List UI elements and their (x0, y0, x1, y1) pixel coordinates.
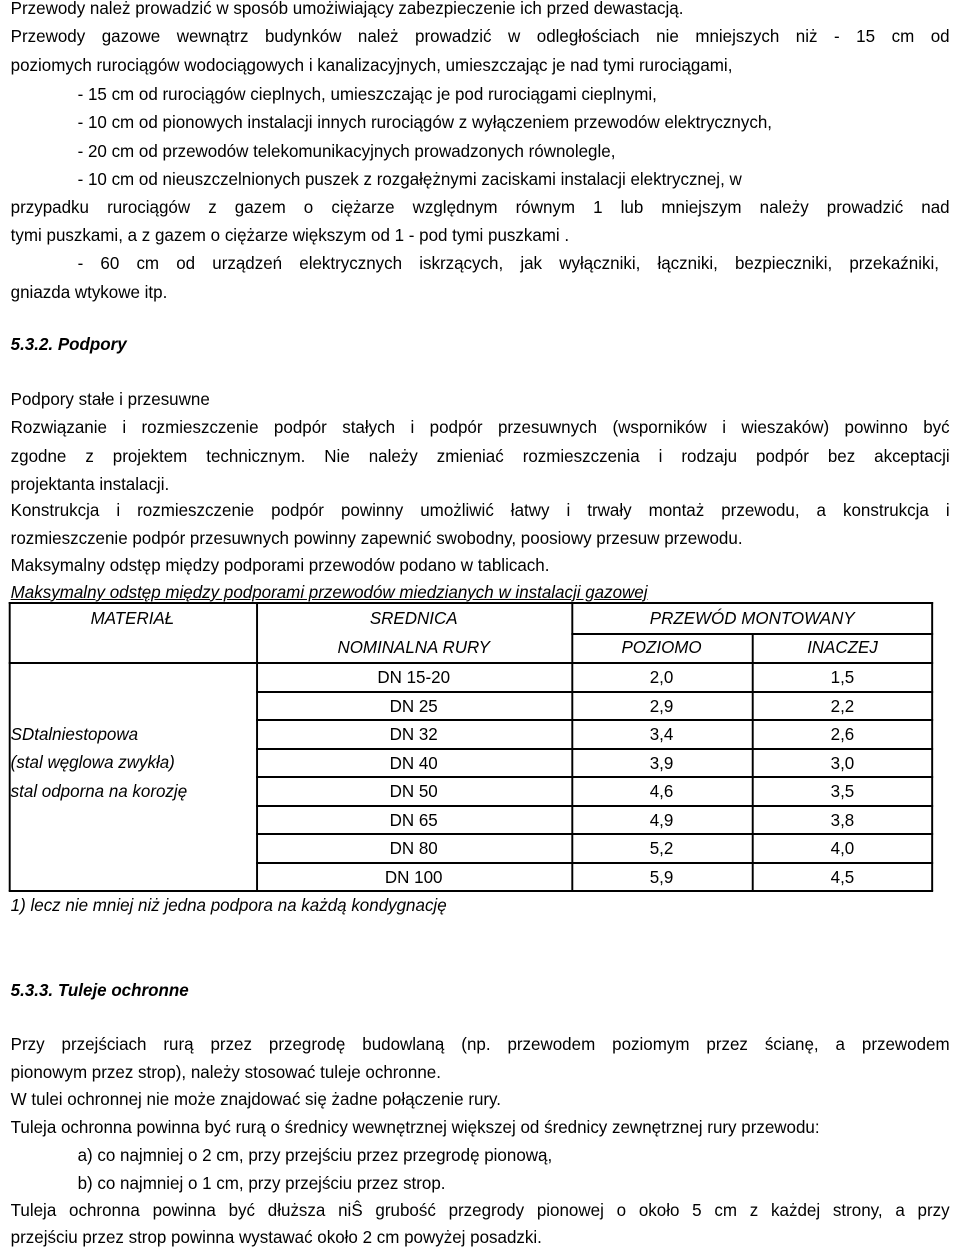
section-533-item-a: a) co najmniej o 2 cm, przy przejściu przez przegrodę pionową, (77, 1145, 553, 1165)
row-inaczej: 3,5 (830, 781, 855, 801)
row-poziomo: 5,9 (649, 867, 674, 887)
intro-line-1: Przewody należ prowadzić w sposób umożiwiający zabezpieczenie ich przed dewastacją. (10, 0, 684, 18)
row-inaczej: 2,6 (830, 724, 855, 744)
table-footnote: 1) lecz nie mniej niż jedna podpora na każdą kondygnację (10, 895, 447, 915)
intro-item-60cm: - 60 cm od urządzeń elektrycznych iskrzących, jak wyłączniki, łączniki, bezpieczniki, przekaźniki, (77, 253, 939, 273)
header-poziomo: POZIOMO (621, 637, 702, 657)
section-532-p1-line1: Rozwiązanie i rozmieszczenie podpór stałych i podpór przesuwnych (wsporników i wieszaków) powinno być (10, 417, 950, 437)
section-533-p1-line1: Przy przejściach rurą przez przegrodę budowlaną (np. przewodem poziomym przez ścianę, a przewodem (10, 1034, 950, 1054)
intro-line-2: Przewody gazowe wewnątrz budynków należ prowadzić w odległościach nie mniejszych niż - 15 cm od (10, 26, 950, 46)
section-533-p4-line2: przejściu przez strop powinna wystawać około 2 cm powyżej posadzki. (10, 1227, 542, 1247)
row-poziomo: 2,9 (649, 696, 674, 716)
section-532-p2-line2: rozmieszczenie podpór przesuwnych powinny zapewnić swobodny, poosiowy przesuw przewodu. (10, 528, 743, 548)
section-533-p4-line1: Tuleja ochronna powinna być dłuższa niŜ grubość przegrody pionowej o około 5 cm z każdej strony, a przy (10, 1200, 950, 1220)
row-dn: DN 80 (389, 838, 438, 858)
row-dn: DN 15-20 (377, 667, 451, 687)
material-label-line1: SDtalniestopowa (10, 724, 139, 744)
intro-item-15cm: - 15 cm od rurociągów cieplnych, umieszczając je pod rurociągami cieplnymi, (77, 84, 657, 104)
row-inaczej: 3,0 (830, 753, 855, 773)
section-533-item-b: b) co najmniej o 1 cm, przy przejściu przez strop. (77, 1173, 446, 1193)
header-przewod-montowany: PRZEWÓD MONTOWANY (649, 608, 855, 628)
section-533-p3: Tuleja ochronna powinna być rurą o średnicy wewnętrznej większej od średnicy zewnętrznej rury przewodu: (10, 1117, 820, 1137)
section-532-p2-line1: Konstrukcja i rozmieszczenie podpór powinny umożliwić łatwy i trwały montaż przewodu, a konstrukcja i (10, 500, 950, 520)
row-inaczej: 4,5 (830, 867, 855, 887)
intro-line-11: gniazda wtykowe itp. (10, 282, 168, 302)
material-label-line2: (stal węglowa zwykła) (10, 752, 175, 772)
row-poziomo: 5,2 (649, 838, 674, 858)
intro-item-10cm-puszki: - 10 cm od nieuszczelnionych puszek z rozgałężnymi zaciskami instalacji elektrycznej, w (77, 169, 742, 189)
row-dn: DN 65 (389, 810, 438, 830)
intro-item-10cm-pionowe: - 10 cm od pionowych instalacji innych rurociągów z wyłączeniem przewodów elektrycznych, (77, 112, 772, 132)
intro-line-9: tymi puszkami, a z gazem o ciężarze większym od 1 - pod tymi puszkami . (10, 225, 570, 245)
row-dn: DN 40 (389, 753, 438, 773)
section-533-heading: 5.3.3. Tuleje ochronne (10, 980, 189, 1000)
row-inaczej: 2,2 (830, 696, 855, 716)
header-nominalna-rury: NOMINALNA RURY (337, 637, 490, 657)
row-inaczej: 1,5 (830, 667, 855, 687)
row-poziomo: 3,4 (649, 724, 674, 744)
section-533-p2: W tulei ochronnej nie może znajdować się żadne połączenie rury. (10, 1089, 502, 1109)
intro-item-20cm: - 20 cm od przewodów telekomunikacyjnych prowadzonych równolegle, (77, 141, 616, 161)
section-532-subheading: Podpory stałe i przesuwne (10, 389, 210, 409)
intro-line-3: poziomych rurociągów wodociągowych i kanalizacyjnych, umieszczając je nad tymi rurociągami, (10, 55, 733, 75)
row-dn: DN 32 (389, 724, 438, 744)
row-poziomo: 4,6 (649, 781, 674, 801)
section-532-p1-line3: projektanta instalacji. (10, 474, 170, 494)
support-spacing-table (9, 602, 933, 891)
row-poziomo: 2,0 (649, 667, 674, 687)
header-inaczej: INACZEJ (807, 637, 878, 657)
header-material: MATERIAŁ (90, 608, 175, 628)
section-532-heading: 5.3.2. Podpory (10, 334, 127, 354)
material-label-line3: stal odporna na korozję (10, 781, 188, 801)
section-532-p3: Maksymalny odstęp między podporami przewodów podano w tablicach. (10, 555, 550, 575)
row-dn: DN 25 (389, 696, 438, 716)
table-caption: Maksymalny odstęp między podporami przewodów miedzianych w instalacji gazowej (10, 582, 648, 602)
section-532-p1-line2: zgodne z projektem technicznym. Nie należy zmieniać rozmieszczenia i rodzaju podpór bez akceptacji (10, 446, 950, 466)
row-dn: DN 100 (384, 867, 443, 887)
row-inaczej: 3,8 (830, 810, 855, 830)
intro-line-8: przypadku rurociągów z gazem o ciężarze względnym równym 1 lub mniejszym należy prowadzić nad (10, 197, 950, 217)
row-poziomo: 4,9 (649, 810, 674, 830)
row-inaczej: 4,0 (830, 838, 855, 858)
row-dn: DN 50 (389, 781, 438, 801)
section-533-p1-line2: pionowym przez strop), należy stosować tuleje ochronne. (10, 1062, 441, 1082)
row-poziomo: 3,9 (649, 753, 674, 773)
header-srednica: SREDNICA (369, 608, 458, 628)
